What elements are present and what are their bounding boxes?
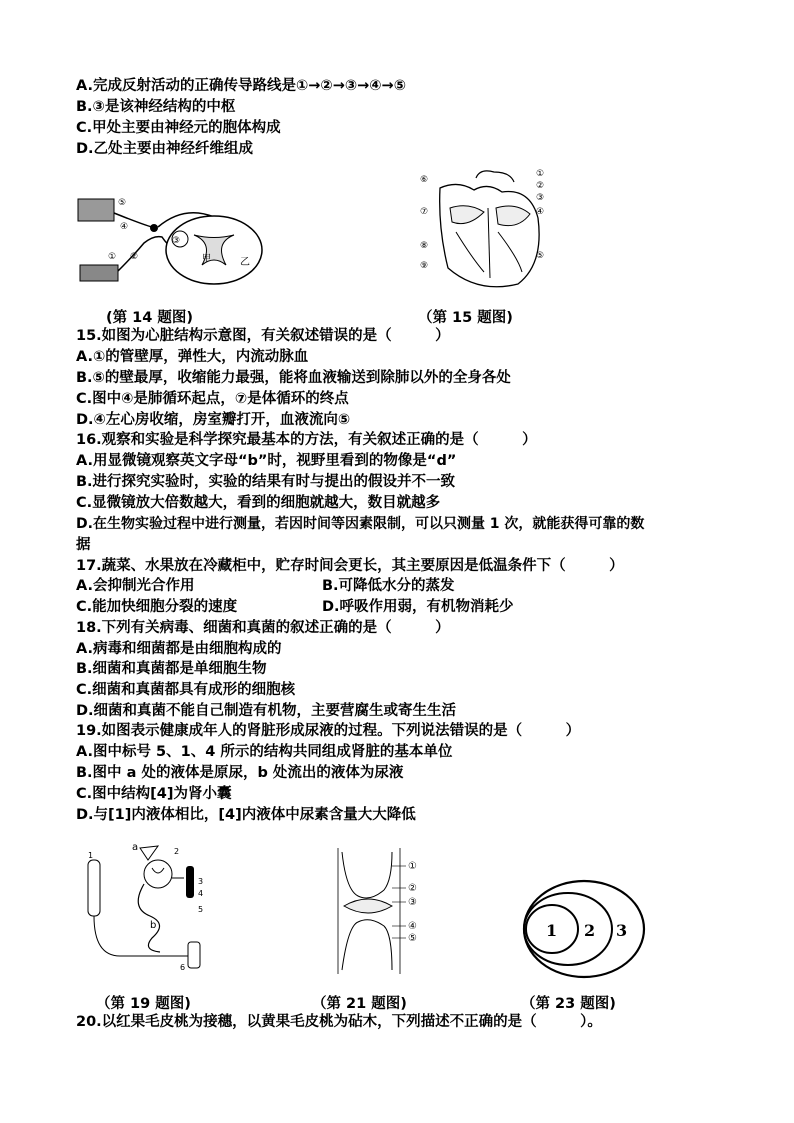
fig15-label-8: ⑧ bbox=[420, 241, 429, 251]
fig19-label-1: 1 bbox=[88, 851, 94, 860]
figure-14-reflex-arc bbox=[74, 185, 274, 290]
q15-stem: 15.如图为心脏结构示意图，有关叙述错误的是（ ） bbox=[76, 328, 450, 344]
fig14-label-5: ⑤ bbox=[118, 198, 127, 208]
fig14-label-yi: 乙 bbox=[240, 257, 250, 268]
q19-option-a: A.图中标号 5、1、4 所示的结构共同组成肾脏的基本单位 bbox=[76, 744, 453, 760]
q17-option-b: B.可降低水分的蒸发 bbox=[322, 578, 455, 594]
figure-19-caption: （第 19 题图) bbox=[96, 996, 191, 1012]
fig15-label-7: ⑦ bbox=[420, 207, 429, 217]
q14-option-d: D.乙处主要由神经纤维组成 bbox=[76, 141, 254, 157]
fig23-label-2: 2 bbox=[584, 921, 596, 940]
fig15-label-5: ⑤ bbox=[536, 251, 545, 261]
fig14-label-jia: 甲 bbox=[202, 254, 212, 264]
fig19-label-6: 6 bbox=[180, 963, 186, 972]
fig21-label-1: ① bbox=[408, 861, 417, 872]
figure-15-caption: （第 15 题图) bbox=[418, 310, 513, 326]
fig19-label-5: 5 bbox=[198, 905, 204, 914]
fig21-label-4: ④ bbox=[408, 921, 417, 932]
q17-option-d: D.呼吸作用弱，有机物消耗少 bbox=[322, 599, 514, 615]
q16-option-d-line2: 据 bbox=[76, 537, 91, 553]
q15-option-b: B.⑤的壁最厚，收缩能力最强，能将血液输送到除肺以外的全身各处 bbox=[76, 370, 511, 386]
q14-option-c: C.甲处主要由神经元的胞体构成 bbox=[76, 120, 281, 136]
q15-option-a: A.①的管壁厚，弹性大，内流动脉血 bbox=[76, 349, 309, 365]
fig21-label-5: ⑤ bbox=[408, 933, 417, 944]
q17-option-a: A.会抑制光合作用 bbox=[76, 578, 195, 594]
q14-option-b: B.③是该神经结构的中枢 bbox=[76, 99, 236, 115]
fig23-label-3: 3 bbox=[616, 921, 628, 940]
q19-option-c: C.图中结构[4]为肾小囊 bbox=[76, 786, 232, 802]
fig15-label-6: ⑥ bbox=[420, 175, 429, 185]
q17-stem: 17.蔬菜、水果放在冷藏柜中，贮存时间会更长，其主要原因是低温条件下（ ） bbox=[76, 558, 624, 574]
fig19-label-2: 2 bbox=[174, 847, 180, 856]
fig15-label-1: ① bbox=[536, 169, 545, 179]
q17-option-c: C.能加快细胞分裂的速度 bbox=[76, 599, 238, 615]
figure-21-joint bbox=[330, 846, 430, 976]
fig21-label-2: ② bbox=[408, 883, 417, 894]
q16-option-b: B.进行探究实验时，实验的结果有时与提出的假设并不一致 bbox=[76, 474, 456, 490]
q16-stem: 16.观察和实验是科学探究最基本的方法，有关叙述正确的是（ ） bbox=[76, 432, 537, 448]
fig19-label-4: 4 bbox=[198, 889, 204, 898]
q16-option-c: C.显微镜放大倍数越大，看到的细胞就越大，数目就越多 bbox=[76, 495, 441, 511]
q14-option-a: A.完成反射活动的正确传导路线是①→②→③→④→⑤ bbox=[76, 78, 406, 94]
fig21-label-3: ③ bbox=[408, 897, 417, 908]
fig19-label-b: b bbox=[150, 920, 157, 931]
fig14-label-4: ④ bbox=[120, 222, 129, 232]
fig14-label-1: ① bbox=[108, 252, 117, 262]
q19-option-b: B.图中 a 处的液体是原尿，b 处流出的液体为尿液 bbox=[76, 765, 404, 781]
q20-stem: 20.以红果毛皮桃为接穗，以黄果毛皮桃为砧木，下列描述不正确的是（ ）。 bbox=[76, 1014, 602, 1030]
fig23-label-1: 1 bbox=[546, 921, 558, 940]
figure-14-caption: (第 14 题图) bbox=[106, 310, 194, 326]
figure-23-caption: （第 23 题图) bbox=[521, 996, 616, 1012]
fig19-label-a: a bbox=[132, 842, 139, 853]
fig15-label-4: ④ bbox=[536, 207, 545, 217]
q19-option-d: D.与[1]内液体相比，[4]内液体中尿素含量大大降低 bbox=[76, 807, 416, 823]
figure-23-nested-ellipses bbox=[520, 876, 650, 982]
q16-option-a: A.用显微镜观察英文字母“b”时，视野里看到的物像是“d” bbox=[76, 453, 457, 469]
q18-option-a: A.病毒和细菌都是由细胞构成的 bbox=[76, 641, 282, 657]
q18-stem: 18.下列有关病毒、细菌和真菌的叙述正确的是（ ） bbox=[76, 620, 450, 636]
figure-21-caption: （第 21 题图) bbox=[312, 996, 407, 1012]
fig15-label-2: ② bbox=[536, 181, 545, 191]
fig15-label-9: ⑨ bbox=[420, 261, 429, 271]
figure-19-nephron bbox=[80, 838, 220, 978]
q15-option-d: D.④左心房收缩，房室瓣打开，血液流向⑤ bbox=[76, 412, 351, 428]
q15-option-c: C.图中④是肺循环起点，⑦是体循环的终点 bbox=[76, 391, 349, 407]
q18-option-b: B.细菌和真菌都是单细胞生物 bbox=[76, 661, 267, 677]
figure-15-heart bbox=[418, 168, 554, 296]
q16-option-d-line1: D.在生物实验过程中进行测量，若因时间等因素限制，可以只测量 1 次，就能获得可靠的数 bbox=[76, 516, 645, 532]
q19-stem: 19.如图表示健康成年人的肾脏形成尿液的过程。下列说法错误的是（ ） bbox=[76, 723, 581, 739]
fig19-label-3: 3 bbox=[198, 877, 204, 886]
q18-option-d: D.细菌和真菌不能自己制造有机物，主要营腐生或寄生生活 bbox=[76, 703, 457, 719]
fig14-label-2: ② bbox=[130, 252, 139, 262]
fig15-label-3: ③ bbox=[536, 193, 545, 203]
q18-option-c: C.细菌和真菌都具有成形的细胞核 bbox=[76, 682, 296, 698]
fig14-label-3: ③ bbox=[172, 236, 181, 246]
